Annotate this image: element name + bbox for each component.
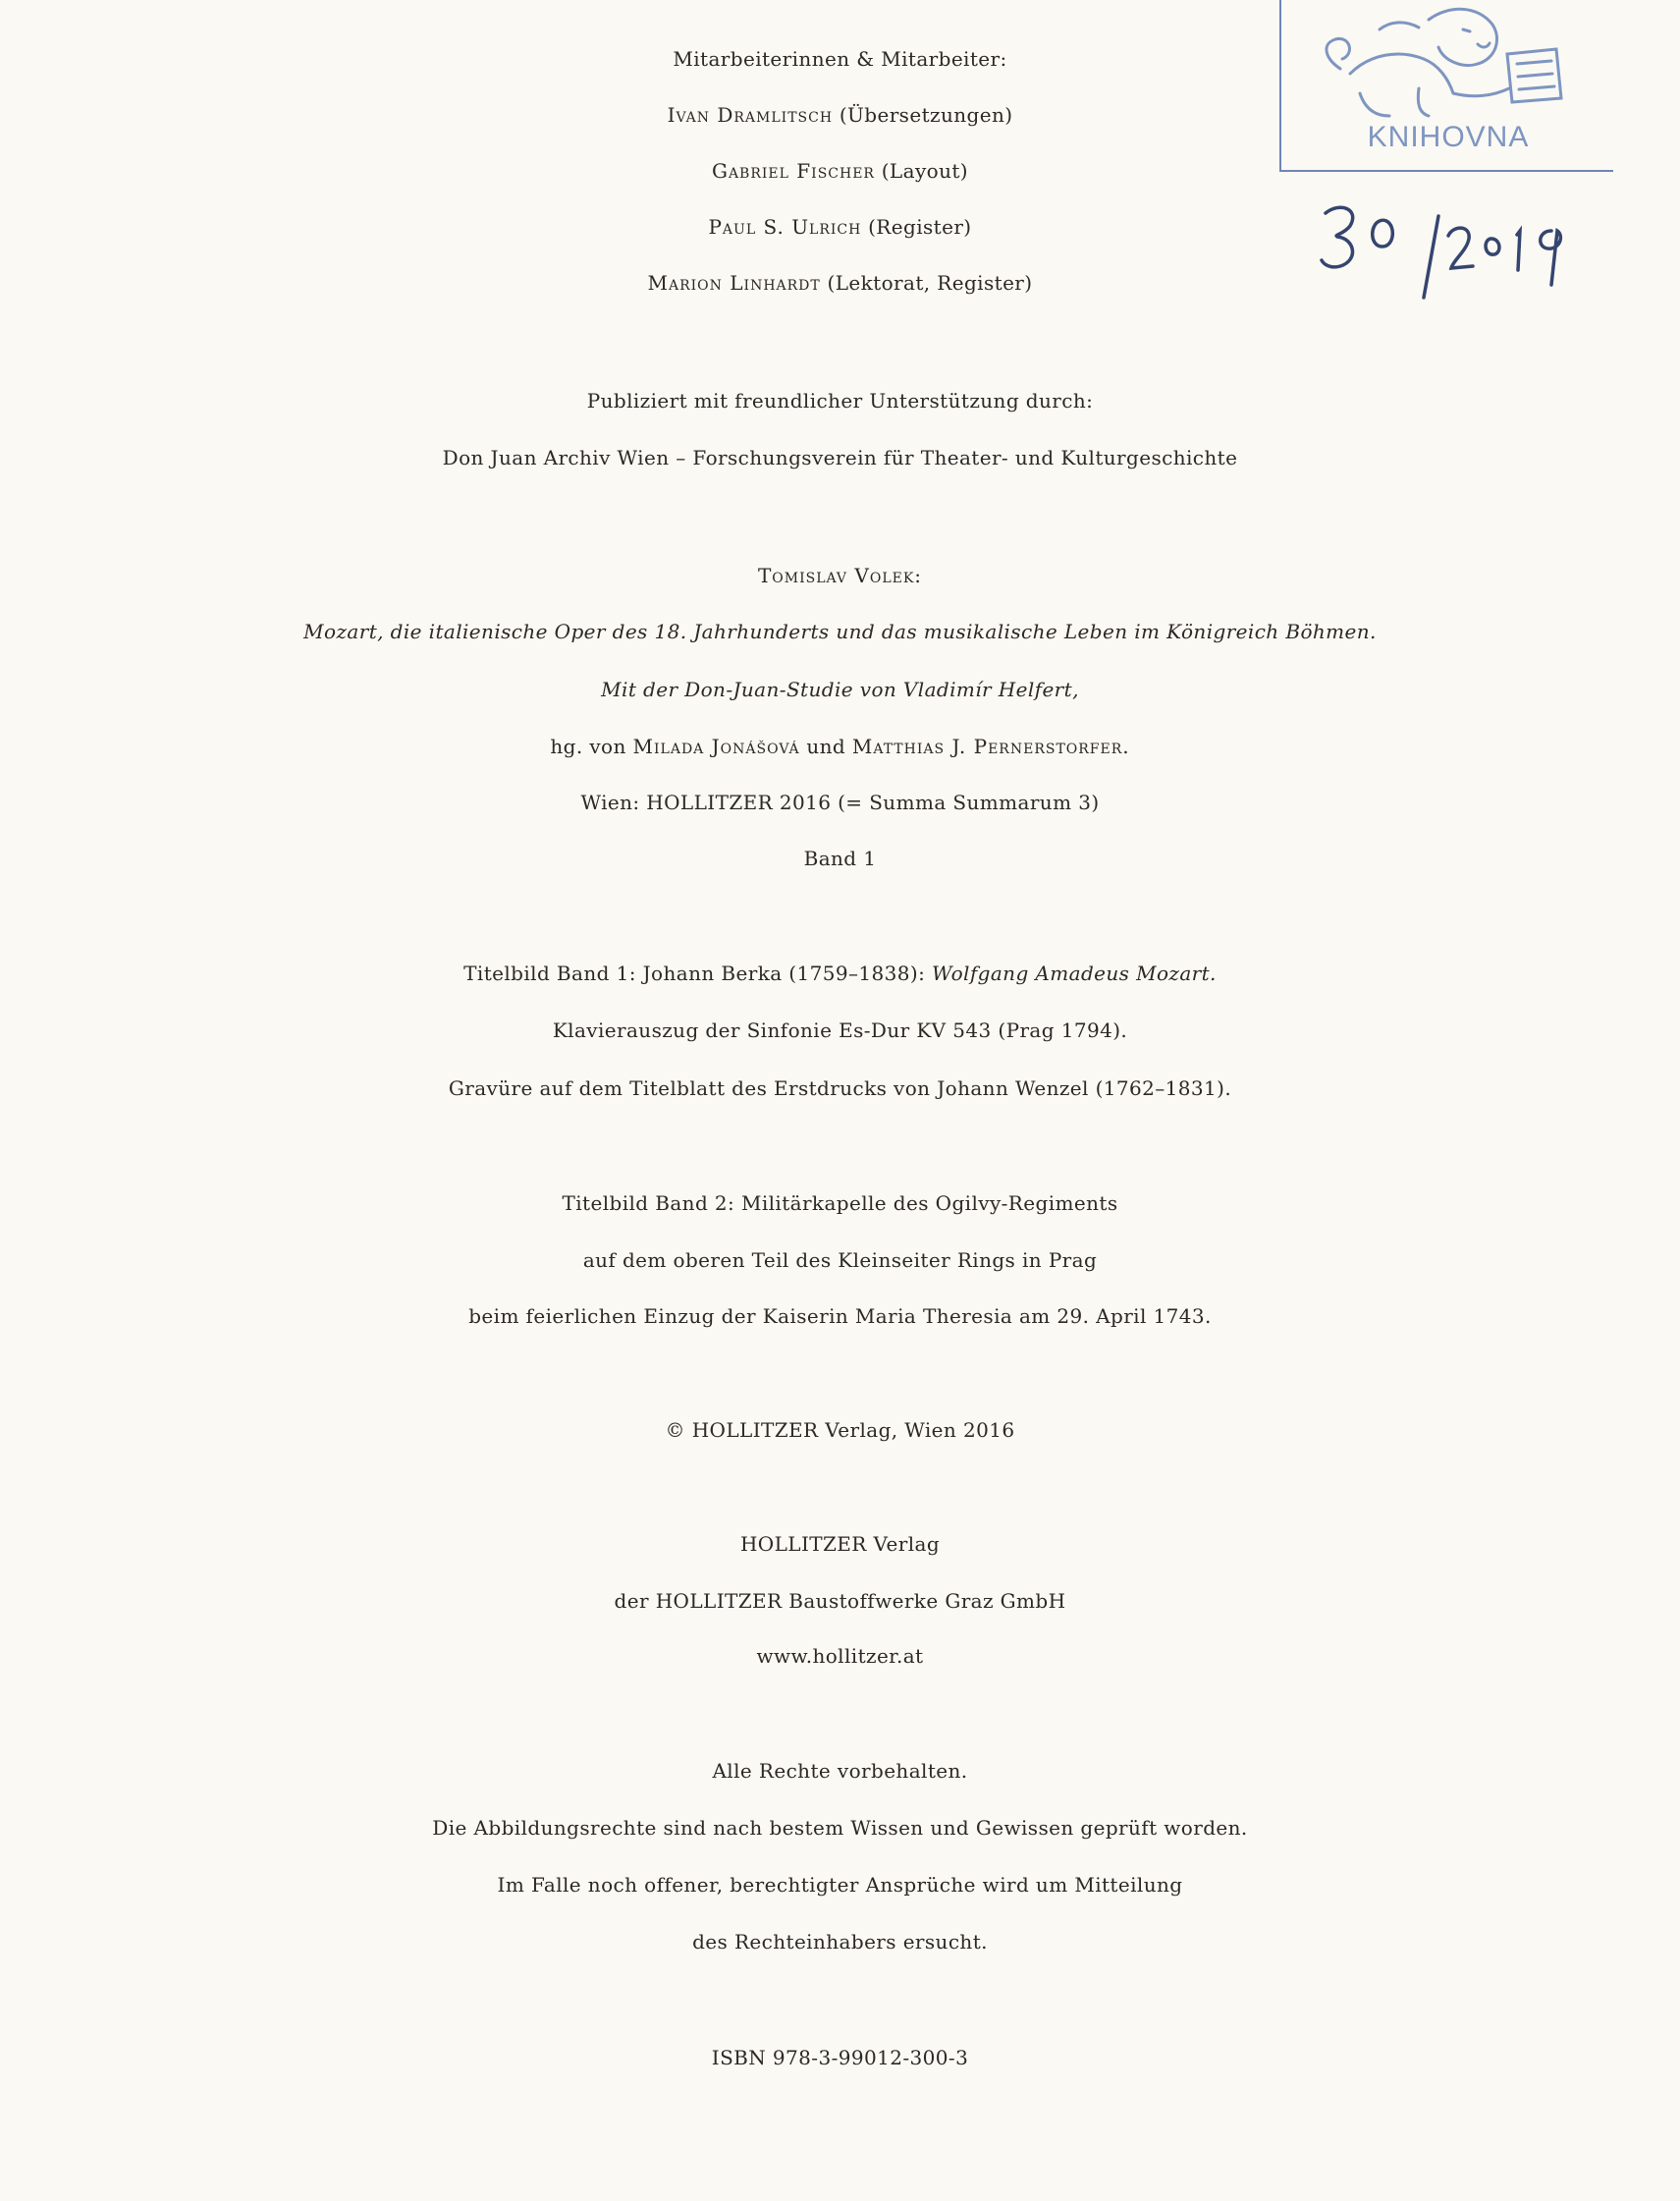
contributor-name: Paul S. Ulrich <box>708 215 862 239</box>
contributor-line <box>0 149 1680 193</box>
citation-publisher: Wien: HOLLITZER 2016 (= Summa Summarum 3) <box>580 791 1100 814</box>
contributor-role: (Lektorat, Register) <box>827 271 1033 295</box>
editors-prefix: hg. von <box>550 735 626 758</box>
cover-band2-line: Titelbild Band 2: Militärkapelle des Ogilvy-Regiments <box>562 1191 1118 1215</box>
contributor-line <box>0 93 1680 137</box>
rights-line: Die Abbildungsrechte sind nach bestem Wissen und Gewissen geprüft worden. <box>432 1816 1248 1840</box>
cover-band2-line: beim feierlichen Einzug der Kaiserin Maria Theresia am 29. April 1743. <box>468 1304 1212 1328</box>
support-line: Publiziert mit freundlicher Unterstützung durch: <box>586 389 1094 413</box>
contributor-name: Gabriel Fischer <box>711 159 875 183</box>
cover-band1-work: Wolfgang Amadeus Mozart. <box>932 962 1217 985</box>
cover-band1-prefix: Titelbild Band 1: Johann Berka (1759–1838): <box>463 962 926 985</box>
contributor-name: Ivan Dramlitsch <box>667 103 834 127</box>
contributor-line <box>0 205 1680 248</box>
citation-subtitle: Mit der Don-Juan-Studie von Vladimír Helfert, <box>601 678 1079 701</box>
citation-author <box>0 554 1680 597</box>
rights-line: des Rechteinhabers ersucht. <box>692 1930 988 1953</box>
support-line: Don Juan Archiv Wien – Forschungsverein für Theater- und Kulturgeschichte <box>442 446 1238 469</box>
contributor-role: (Layout) <box>881 159 969 183</box>
contributor-name: Marion Linhardt <box>647 271 821 295</box>
contributors-heading: Mitarbeiterinnen & Mitarbeiter: <box>673 47 1007 71</box>
rights-line: Im Falle noch offener, berechtigter Ansprüche wird um Mitteilung <box>497 1873 1183 1897</box>
citation-volume: Band 1 <box>803 847 877 870</box>
author-name: Tomislav Volek: <box>757 564 923 587</box>
isbn: ISBN 978-3-99012-300-3 <box>711 2046 969 2069</box>
contributor-role: (Register) <box>868 215 972 239</box>
library-stamp <box>1279 0 1613 172</box>
contributor-line <box>0 261 1680 304</box>
editors-and: und <box>806 735 846 758</box>
publisher-url: www.hollitzer.at <box>756 1644 924 1668</box>
cover-band1-line: Gravüre auf dem Titelblatt des Erstdrucks von Johann Wenzel (1762–1831). <box>448 1076 1232 1100</box>
stamp-label: KNIHOVNA <box>1367 121 1530 153</box>
citation-title: Mozart, die italienische Oper des 18. Jahrhunderts und das musikalische Leben im Königreich Böhmen. <box>303 620 1377 643</box>
publisher-company: der HOLLITZER Baustoffwerke Graz GmbH <box>614 1589 1066 1613</box>
publisher-name: HOLLITZER Verlag <box>739 1532 941 1556</box>
citation-editors <box>0 725 1680 768</box>
copyright: © HOLLITZER Verlag, Wien 2016 <box>665 1418 1015 1442</box>
cover-band1-line: Klavierauszug der Sinfonie Es-Dur KV 543 (Prag 1794). <box>552 1018 1128 1042</box>
rights-line: Alle Rechte vorbehalten. <box>712 1759 968 1783</box>
editor-name: Milada Jonášová <box>632 735 800 758</box>
cover-band1-line <box>0 952 1680 995</box>
cover-band2-line: auf dem oberen Teil des Kleinseiter Rings in Prag <box>582 1248 1098 1272</box>
contributor-role: (Übersetzungen) <box>839 103 1013 127</box>
editor-name: Matthias J. Pernerstorfer. <box>851 735 1130 758</box>
